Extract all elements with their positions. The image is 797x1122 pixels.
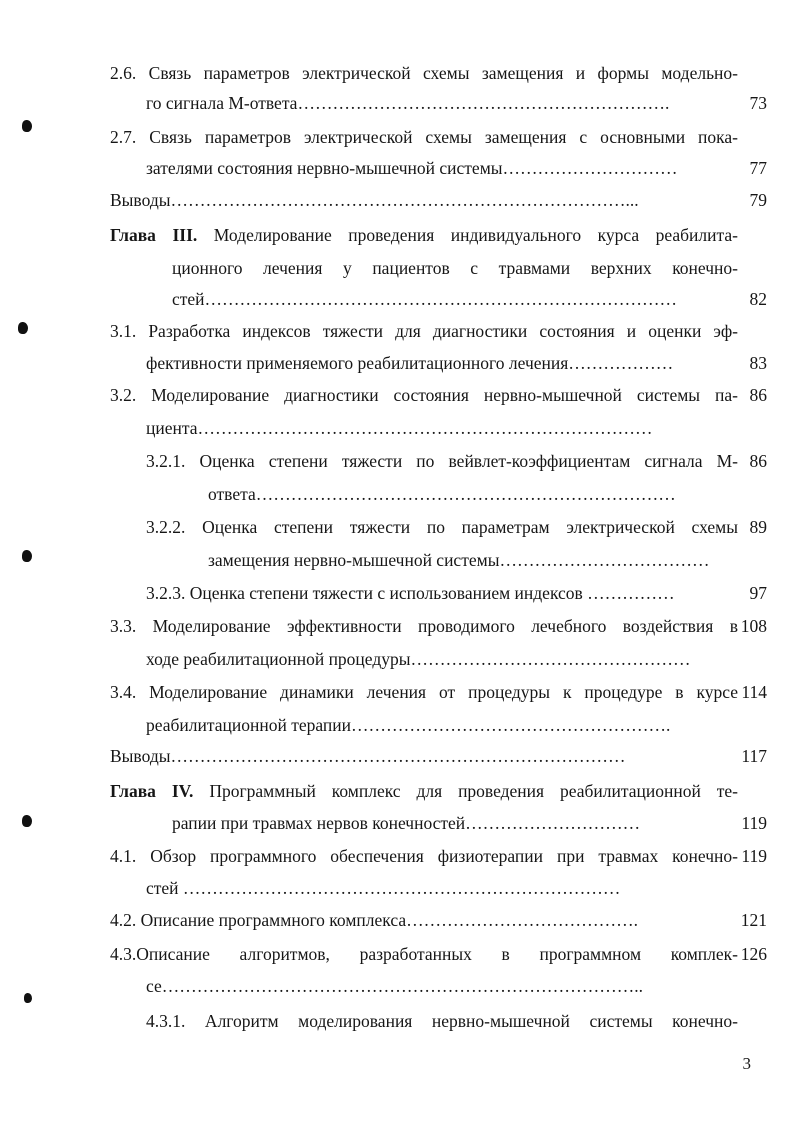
toc-entry-text: 3.4. Моделирование динамики лечения от процедуры к процедуре в курсе — [110, 682, 738, 702]
toc-page-number: 119 — [741, 813, 767, 833]
toc-entry-text: зателями состояния нервно-мышечной системы………………………… — [146, 158, 678, 178]
toc-entry-text: 3.2. Моделирование диагностики состояния нервно-мышечной системы па- — [110, 385, 738, 405]
toc-page-number: 89 — [749, 517, 767, 537]
toc-entry-text: 4.3.Описание алгоритмов, разработанных в программном комплек- — [110, 944, 738, 964]
toc-entry-text: замещения нервно-мышечной системы……………………………… — [208, 550, 710, 570]
scan-mark — [22, 815, 32, 827]
toc-chapter-heading — [110, 225, 738, 245]
toc-entry-text: 4.1. Обзор программного обеспечения физиотерапии при травмах конечно- — [110, 846, 738, 866]
toc-page-number: 126 — [740, 944, 767, 964]
page-number: 3 — [742, 1054, 751, 1073]
toc-entry-text: Выводы……………………………………………………………………... — [110, 190, 639, 210]
chapter-label: Глава IV. — [110, 781, 194, 801]
scan-mark — [24, 993, 32, 1003]
toc-entry-text: ходе реабилитационной процедуры………………………………………… — [146, 649, 691, 669]
toc-page-number: 79 — [749, 190, 767, 210]
scan-mark — [18, 322, 28, 334]
toc-entry-text: реабилитационной терапии………………………………………………. — [146, 715, 671, 735]
toc-entry-text: 3.3. Моделирование эффективности проводимого лечебного воздействия в — [110, 616, 738, 636]
toc-entry-text: се……………………………………………………………………….. — [146, 976, 643, 996]
chapter-title: Программный комплекс для проведения реабилитационной те- — [193, 781, 738, 801]
scan-mark — [22, 120, 32, 132]
toc-page-number: 117 — [741, 746, 767, 766]
toc-entry-text: 4.3.1. Алгоритм моделирования нервно-мышечной системы конечно- — [146, 1011, 738, 1031]
toc-page-number: 73 — [749, 93, 767, 113]
toc-entry-text: го сигнала М-ответа………………………………………………………. — [146, 93, 670, 113]
scan-mark — [22, 550, 32, 562]
toc-entry-text: стей……………………………………………………………………… — [172, 289, 678, 309]
toc-entry-text: 4.2. Описание программного комплекса…………………………………. — [110, 910, 638, 930]
toc-page-number: 114 — [741, 682, 767, 702]
toc-entry-text: фективности применяемого реабилитационного лечения……………… — [146, 353, 674, 373]
toc-entry-text: Выводы…………………………………………………………………… — [110, 746, 626, 766]
toc-entry-text: ционного лечения у пациентов с травмами верхних конечно- — [172, 258, 738, 278]
toc-entry-text: 3.2.2. Оценка степени тяжести по параметрам электрической схемы — [146, 517, 738, 537]
toc-page-number: 119 — [741, 846, 767, 866]
toc-entry-text: рапии при травмах нервов конечностей………………………… — [172, 813, 641, 833]
toc-page-number: 82 — [749, 289, 767, 309]
toc-page-number: 97 — [749, 583, 767, 603]
toc-page-number: 86 — [749, 451, 767, 471]
chapter-label: Глава III. — [110, 225, 198, 245]
chapter-title: Моделирование проведения индивидуального курса реабилита- — [197, 225, 738, 245]
toc-page-number: 77 — [749, 158, 767, 178]
toc-page-number: 83 — [749, 353, 767, 373]
toc-page-number: 121 — [740, 910, 767, 930]
toc-entry-text: стей ………………………………………………………………… — [146, 878, 621, 898]
toc-entry-text: 3.2.1. Оценка степени тяжести по вейвлет-коэффициентам сигнала М- — [146, 451, 738, 471]
toc-page-number: 86 — [749, 385, 767, 405]
toc-entry-text: ответа……………………………………………………………… — [208, 484, 676, 504]
toc-entry-text: 2.7. Связь параметров электрической схемы замещения с основными пока- — [110, 127, 738, 147]
toc-entry-text: циента…………………………………………………………………… — [146, 418, 653, 438]
toc-entry-text: 3.2.3. Оценка степени тяжести с использованием индексов …………… — [146, 583, 675, 603]
toc-entry-text: 2.6. Связь параметров электрической схемы замещения и формы модельно- — [110, 63, 738, 83]
toc-entry-text: 3.1. Разработка индексов тяжести для диагностики состояния и оценки эф- — [110, 321, 738, 341]
toc-chapter-heading — [110, 781, 738, 801]
toc-page-number: 108 — [740, 616, 767, 636]
